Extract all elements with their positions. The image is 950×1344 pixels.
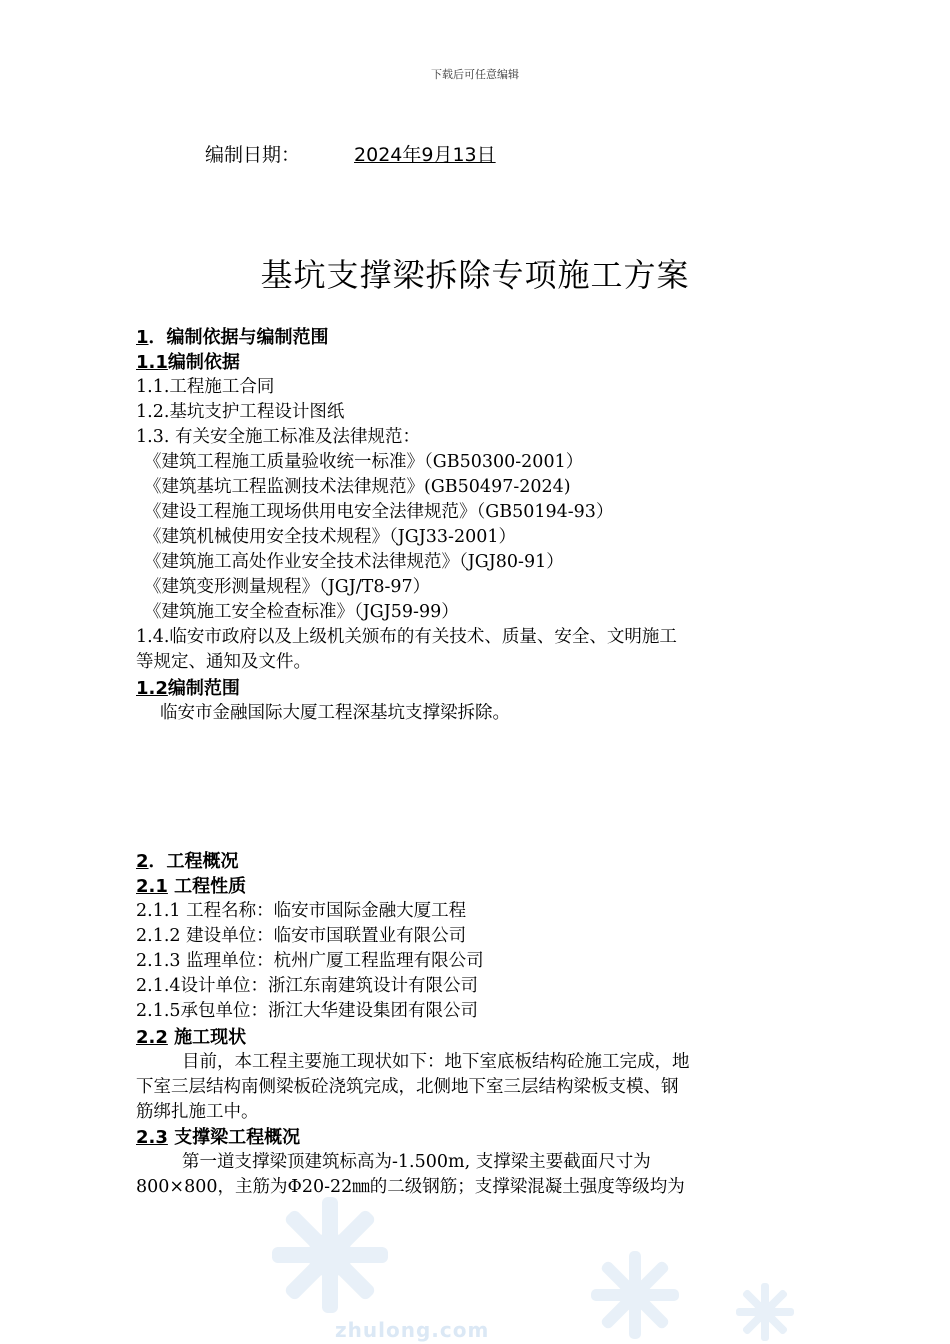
section-number: 1 (136, 327, 149, 348)
subsection-1-2-heading (136, 674, 240, 700)
subsection-2-3-heading (136, 1123, 300, 1149)
standard-item: 《建设工程施工现场供用电安全法律规范》（GB50194-93） (144, 502, 614, 522)
paragraph-line: 筋绑扎施工中。 (136, 1102, 259, 1122)
section-title: ．工程概况 (148, 851, 239, 872)
list-item: 2.1.1 工程名称：临安市国际金融大厦工程 (136, 901, 467, 921)
subsection-title: 编制范围 (167, 678, 240, 699)
list-item: 2.1.3 监理单位：杭州广厦工程监理有限公司 (136, 951, 484, 971)
list-item: 1.4.临安市政府以及上级机关颁布的有关技术、质量、安全、文明施工 (136, 627, 677, 647)
list-item: 1.3. 有关安全施工标准及法律规范： (136, 427, 420, 447)
watermark-text: zhulong.com (335, 1318, 490, 1342)
header-note: 下载后可任意编辑 (431, 68, 519, 81)
subsection-title: 支撑梁工程概况 (167, 1127, 301, 1148)
subsection-2-1-heading (136, 872, 246, 898)
watermark-snowflake-icon (590, 1250, 680, 1340)
paragraph-line: 下室三层结构南侧梁板砼浇筑完成，北侧地下室三层结构梁板支模、钢 (136, 1077, 679, 1097)
subsection-title: 编制依据 (167, 352, 240, 373)
standard-item: 《建筑工程施工质量验收统一标准》（GB50300-2001） (144, 452, 584, 472)
compile-date (205, 140, 496, 167)
paragraph-line: 800×800，主筋为Φ20-22㎜的二级钢筋；支撑梁混凝土强度等级均为 (136, 1177, 685, 1197)
subsection-number: 2.3 (136, 1127, 168, 1148)
standard-item: 《建筑变形测量规程》（JGJ/T8-97） (144, 577, 431, 597)
standard-item: 《建筑施工高处作业安全技术法律规范》（JGJ80-91） (144, 552, 564, 572)
subsection-number: 1.2 (136, 678, 168, 699)
list-item: 2.1.4设计单位：浙江东南建筑设计有限公司 (136, 976, 479, 996)
standard-item: 《建筑基坑工程监测技术法律规范》(GB50497-2024) (144, 477, 571, 497)
scope-text: 临安市金融国际大厦工程深基坑支撑梁拆除。 (160, 703, 510, 723)
list-item: 2.1.5承包单位：浙江大华建设集团有限公司 (136, 1001, 479, 1021)
subsection-number: 2.1 (136, 876, 168, 897)
paragraph-line: 第一道支撑梁顶建筑标高为-1.500m, 支撑梁主要截面尺寸为 (182, 1152, 651, 1172)
subsection-2-2-heading (136, 1023, 246, 1049)
list-item: 等规定、通知及文件。 (136, 652, 311, 672)
list-item: 2.1.2 建设单位：临安市国联置业有限公司 (136, 926, 467, 946)
date-label: 编制日期： (205, 144, 301, 166)
section-1-heading (136, 323, 329, 349)
standard-item: 《建筑机械使用安全技术规程》（JGJ33-2001） (144, 527, 516, 547)
subsection-number: 2.2 (136, 1027, 168, 1048)
subsection-title: 工程性质 (167, 876, 247, 897)
list-item: 1.2.基坑支护工程设计图纸 (136, 402, 345, 422)
paragraph-line: 目前，本工程主要施工现状如下：地下室底板结构砼施工完成，地 (182, 1052, 690, 1072)
standard-item: 《建筑施工安全检查标准》（JGJ59-99） (144, 602, 459, 622)
document-title: 基坑支撑梁拆除专项施工方案 (260, 256, 690, 294)
watermark-snowflake-icon (735, 1282, 795, 1342)
section-number: 2 (136, 851, 149, 872)
subsection-1-1-heading (136, 348, 240, 374)
watermark-snowflake-icon (270, 1195, 390, 1315)
subsection-number: 1.1 (136, 352, 168, 373)
date-value: 2024年9月13日 (354, 144, 496, 166)
subsection-title: 施工现状 (167, 1027, 247, 1048)
section-2-heading (136, 847, 239, 873)
section-title: ．编制依据与编制范围 (148, 327, 329, 348)
list-item: 1.1.工程施工合同 (136, 377, 275, 397)
